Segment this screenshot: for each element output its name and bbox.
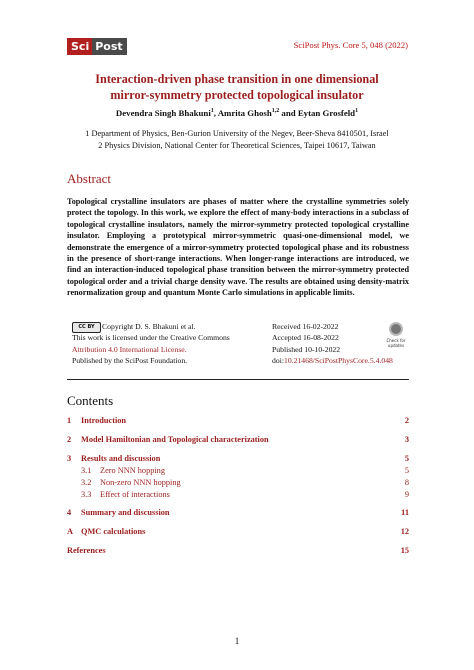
- author-3-affil: 1: [355, 108, 359, 115]
- toc-label: Summary and discussion: [81, 508, 170, 517]
- toc-page: 8: [404, 478, 409, 487]
- toc-label: Results and discussion: [81, 454, 161, 463]
- toc-page: 3: [404, 435, 409, 444]
- paper-title: [0, 71, 474, 103]
- author-1-affil: 1: [210, 108, 214, 115]
- author-3: Eytan Grosfeld: [297, 108, 356, 118]
- toc-page: 2: [404, 416, 409, 425]
- toc-label: Non-zero NNN hopping: [100, 478, 181, 487]
- toc-entry-2[interactable]: [67, 435, 409, 447]
- license-link[interactable]: Attribution 4.0 International License.: [72, 344, 187, 354]
- license-line: This work is licensed under the Creative Commons: [72, 333, 230, 343]
- title-line-1: Interaction-driven phase transition in one dimensional: [95, 72, 379, 86]
- toc-number: A: [67, 527, 73, 536]
- check-label-2: updates: [387, 343, 405, 348]
- author-separator: ,: [213, 108, 218, 118]
- check-updates-icon: [389, 322, 403, 336]
- toc-label: Zero NNN hopping: [100, 466, 165, 475]
- toc-page: 9: [404, 490, 409, 499]
- publisher-line: Published by the SciPost Foundation.: [72, 356, 188, 366]
- author-1: Devendra Singh Bhakuni: [115, 108, 211, 118]
- toc-entry-3[interactable]: [67, 454, 409, 466]
- author-separator-and: and: [279, 108, 298, 118]
- logo-sci: Sci: [67, 38, 92, 55]
- toc-page: 5: [404, 466, 409, 475]
- page-number: 1: [234, 636, 240, 646]
- toc-number: 3.3: [81, 490, 92, 499]
- publication-info: [272, 321, 393, 367]
- title-line-2: mirror-symmetry protected topological insulator: [110, 88, 364, 102]
- received-date: Received 16-02-2022: [272, 322, 339, 331]
- license-block: [72, 321, 272, 367]
- toc-entry-3-1[interactable]: [67, 466, 409, 478]
- toc-number: 3.2: [81, 478, 92, 487]
- toc-entry-appendix-a[interactable]: [67, 527, 409, 539]
- author-2-affil: 1,2: [271, 108, 280, 115]
- contents-heading: Contents: [67, 393, 114, 408]
- toc-label: References: [67, 546, 106, 555]
- scipost-logo: [67, 38, 127, 55]
- toc-page: 5: [404, 454, 409, 463]
- toc-page: 15: [400, 546, 409, 555]
- toc-entry-3-2[interactable]: [67, 478, 409, 490]
- affiliation-2: 2 Physics Division, National Center for Theoretical Sciences, Taipei 10617, Taiwan: [98, 141, 376, 150]
- affiliations: [0, 128, 474, 152]
- check-label-1: Check for: [386, 338, 406, 343]
- section-divider: [67, 379, 409, 380]
- toc-label: Introduction: [81, 416, 127, 425]
- toc-entry-3-3[interactable]: [67, 490, 409, 502]
- journal-reference: SciPost Phys. Core 5, 048 (2022): [293, 40, 408, 50]
- author-list: [0, 108, 474, 118]
- toc-label: Effect of interactions: [100, 490, 170, 499]
- published-date: Published 10-10-2022: [272, 344, 341, 354]
- toc-number: 3: [67, 454, 72, 463]
- abstract-paragraph: Topological crystalline insulators are phases of matter where the crystalline symmetries solely protect the topology. In this work, we explore the effect of many-body interactions in a subclass of topological crystalline insulators, namely the mirror-symmetry protected topological crystalline insulator. Employing a prototypical mirror-symmetric quasi-one-dimensional model, we demonstrate the emergence of a mirror-symmetry protected topological phase and its robustness in the presence of short-range interactions. When longer-range interactions are introduced, we find an interaction-induced topological phase transition between the mirror-symmetry protected topological order and a trivial charge density wave. The results are obtained using density-matrix renormalization group and quantum Monte Carlo simulations in applicable limits.: [67, 197, 409, 298]
- toc-entry-1[interactable]: [67, 416, 409, 428]
- toc-entry-4[interactable]: [67, 508, 409, 520]
- toc-label: Model Hamiltonian and Topological characterization: [81, 435, 269, 444]
- toc-number: 3.1: [81, 466, 92, 475]
- abstract-heading: Abstract: [67, 171, 112, 186]
- toc-entry-references[interactable]: [67, 546, 409, 558]
- toc-label: QMC calculations: [81, 527, 146, 536]
- toc-page: 12: [400, 527, 409, 536]
- doi-line: [272, 355, 393, 366]
- abstract-text: [67, 196, 409, 299]
- doi-link[interactable]: 10.21468/SciPostPhysCore.5.4.048: [283, 356, 393, 366]
- toc-number: 1: [67, 416, 72, 425]
- toc-number: 4: [67, 508, 72, 517]
- copyright-line: Copyright D. S. Bhakuni et al.: [102, 322, 196, 331]
- toc-number: 2: [67, 435, 72, 444]
- author-2: Amrita Ghosh: [217, 108, 272, 118]
- affiliation-1: 1 Department of Physics, Ben-Gurion University of the Negev, Beer-Sheva 8410501, Israel: [85, 129, 389, 138]
- accepted-date: Accepted 16-08-2022: [272, 333, 339, 343]
- check-for-updates-badge[interactable]: [381, 322, 411, 348]
- cc-license-badge[interactable]: CC BY: [72, 322, 101, 333]
- logo-post: Post: [92, 38, 126, 55]
- toc-page: 11: [401, 508, 409, 517]
- doi-prefix: doi:: [272, 356, 284, 366]
